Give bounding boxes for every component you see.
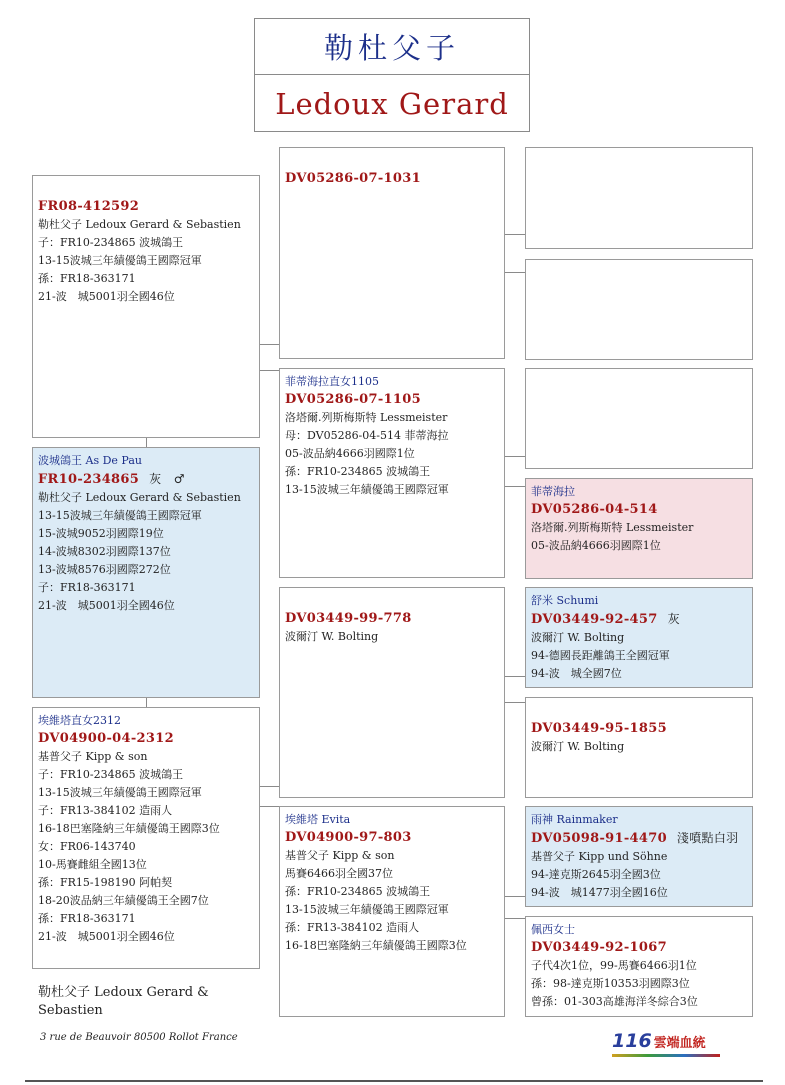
dam-dam-line: 基普父子 Kipp & son [285, 849, 395, 862]
dam-dam-sire-card [525, 806, 753, 907]
dam-line: 10-馬賽雌組全國13位 [38, 858, 147, 871]
sire-dam-line: 05-波品納4666羽國際1位 [285, 447, 415, 460]
dam-sire-sire-card [525, 587, 753, 688]
subject-line: 13-波城8576羽國際272位 [38, 563, 171, 576]
subject-line: 子：FR18-363171 [38, 581, 136, 594]
sire-dam-card [279, 368, 505, 578]
sire-dam-line: 13-15波城三年績優鴿王國際冠軍 [285, 483, 449, 496]
connector [504, 676, 526, 677]
subject-card [32, 447, 260, 698]
dam-sire-sire-color: 灰 [667, 612, 680, 626]
dam-dam-dam-line: 子代4次1位，99-馬賽6466羽1位 [531, 959, 697, 972]
subject-line: 15-波城9052羽國際19位 [38, 527, 164, 540]
connector [146, 698, 147, 707]
sire-dam-sire-card [525, 368, 753, 469]
dam-card [32, 707, 260, 969]
dam-sire-ring: DV03449-99-778 [285, 611, 412, 626]
dam-sire-sire-line: 94-德國長距離鴿王全國冠軍 [531, 649, 670, 662]
subject-color-sex: 灰 ♂ [149, 472, 185, 486]
connector [504, 486, 526, 487]
dam-dam-sire-name: 雨神 Rainmaker [531, 813, 618, 826]
sire-ring: FR08-412592 [38, 199, 140, 214]
connector [504, 918, 526, 919]
sire-sire-sire-card [525, 147, 753, 249]
dam-sire-dam-ring: DV03449-95-1855 [531, 721, 667, 736]
connector [504, 702, 526, 703]
sire-sire-dam-card [525, 259, 753, 360]
connector [504, 456, 526, 457]
dam-dam-name: 埃維塔 Evita [285, 813, 351, 826]
dam-sire-sire-ring-row [531, 610, 747, 629]
dam-dam-line: 孫：FR10-234865 波城鴿王 [285, 885, 431, 898]
dam-dam-dam-ring: DV03449-92-1067 [531, 940, 667, 955]
dam-ring: DV04900-04-2312 [38, 731, 174, 746]
dam-name: 埃維塔直女2312 [38, 714, 121, 727]
dam-dam-sire-line: 基普父子 Kipp und Söhne [531, 850, 668, 863]
sire-sire-ring: DV05286-07-1031 [285, 171, 421, 186]
dam-sire-line: 波爾汀 W. Bolting [285, 630, 379, 643]
dam-line: 孫：FR15-198190 阿帕契 [38, 876, 173, 889]
dam-dam-sire-ring: DV05098-91-4470 [531, 831, 667, 846]
sire-sire-card [279, 147, 505, 359]
sire-dam-line: 孫：FR10-234865 波城鴿王 [285, 465, 431, 478]
dam-dam-line: 孫：FR13-384102 造雨人 [285, 921, 420, 934]
connector [260, 806, 280, 807]
dam-dam-dam-line: 曾孫：01-303高雄海洋冬綜合3位 [531, 995, 698, 1008]
dam-dam-dam-name: 佩西女士 [531, 923, 575, 936]
connector [504, 234, 526, 235]
sire-dam-dam-card [525, 478, 753, 579]
owner-address: 3 rue de Beauvoir 80500 Rollot France [40, 1032, 238, 1043]
sire-dam-ring: DV05286-07-1105 [285, 392, 421, 407]
dam-dam-line: 馬賽6466羽全國37位 [285, 867, 393, 880]
dam-dam-sire-line: 94-波 城1477羽全國16位 [531, 886, 668, 899]
dam-dam-dam-line: 孫：98-達克斯10353羽國際3位 [531, 977, 690, 990]
sire-dam-dam-name: 菲蒂海拉 [531, 485, 575, 498]
dam-dam-sire-ring-row [531, 829, 747, 848]
logo-number: 116 [612, 1030, 652, 1052]
dam-sire-dam-card [525, 697, 753, 798]
dam-line: 16-18巴塞隆納三年績優鴿王國際3位 [38, 822, 220, 835]
connector [146, 438, 147, 447]
sire-line: 13-15波城三年績優鴿王國際冠軍 [38, 254, 202, 267]
sire-line: 勒杜父子 Ledoux Gerard & Sebastien [38, 218, 241, 231]
site-logo[interactable] [612, 1030, 706, 1052]
dam-dam-sire-color: 淺噴點白羽 [676, 831, 739, 845]
sire-dam-dam-line: 洛塔爾.列斯梅斯特 Lessmeister [531, 521, 694, 534]
dam-line: 13-15波城三年績優鴿王國際冠軍 [38, 786, 202, 799]
sire-dam-line: 洛塔爾.列斯梅斯特 Lessmeister [285, 411, 448, 424]
subject-line: 21-波 城5001羽全國46位 [38, 599, 175, 612]
sire-line: 21-波 城5001羽全國46位 [38, 290, 175, 303]
title-english: Ledoux Gerard [275, 87, 509, 121]
dam-line: 21-波 城5001羽全國46位 [38, 930, 175, 943]
dam-sire-card [279, 587, 505, 798]
sire-line: 孫：FR18-363171 [38, 272, 136, 285]
sire-card [32, 175, 260, 438]
connector [504, 272, 526, 273]
subject-name: 波城鴿王 As De Pau [38, 454, 142, 467]
dam-line: 基普父子 Kipp & son [38, 750, 148, 763]
dam-line: 子：FR13-384102 造雨人 [38, 804, 173, 817]
logo-underline [612, 1054, 720, 1057]
dam-sire-sire-ring: DV03449-92-457 [531, 612, 658, 627]
dam-dam-card [279, 806, 505, 1017]
dam-dam-ring: DV04900-97-803 [285, 830, 412, 845]
dam-sire-sire-line: 波爾汀 W. Bolting [531, 631, 625, 644]
dam-dam-line: 13-15波城三年績優鴿王國際冠軍 [285, 903, 449, 916]
dam-sire-dam-line: 波爾汀 W. Bolting [531, 740, 625, 753]
logo-text: 雲端血統 [653, 1036, 706, 1051]
dam-line: 孫：FR18-363171 [38, 912, 136, 925]
dam-line: 女：FR06-143740 [38, 840, 136, 853]
connector [504, 896, 526, 897]
dam-sire-sire-line: 94-波 城全國7位 [531, 667, 622, 680]
sire-dam-dam-ring: DV05286-04-514 [531, 502, 658, 517]
subject-line: 13-15波城三年績優鴿王國際冠軍 [38, 509, 202, 522]
dam-sire-sire-name: 舒米 Schumi [531, 594, 599, 607]
bottom-divider [25, 1080, 763, 1082]
dam-dam-sire-line: 94-達克斯2645羽全國3位 [531, 868, 661, 881]
dam-dam-line: 16-18巴塞隆納三年績優鴿王國際3位 [285, 939, 467, 952]
dam-line: 子：FR10-234865 波城鴿王 [38, 768, 184, 781]
sire-dam-dam-line: 05-波品納4666羽國際1位 [531, 539, 661, 552]
subject-line: 14-波城8302羽國際137位 [38, 545, 171, 558]
title-chinese: 勒杜父子 [255, 19, 529, 75]
sire-line: 子：FR10-234865 波城鴿王 [38, 236, 184, 249]
subject-line: 勒杜父子 Ledoux Gerard & Sebastien [38, 491, 241, 504]
sire-dam-name: 菲蒂海拉直女1105 [285, 375, 379, 388]
connector [260, 370, 280, 371]
owner-name: 勒杜父子 Ledoux Gerard & Sebastien [38, 985, 209, 1018]
connector [260, 786, 280, 787]
sire-dam-line: 母：DV05286-04-514 菲蒂海拉 [285, 429, 449, 442]
dam-dam-dam-card [525, 916, 753, 1017]
dam-line: 18-20波品納三年績優鴿王全國7位 [38, 894, 209, 907]
connector [260, 344, 280, 345]
title-box [254, 18, 530, 132]
subject-ring-row [38, 470, 254, 489]
subject-ring: FR10-234865 [38, 472, 140, 487]
